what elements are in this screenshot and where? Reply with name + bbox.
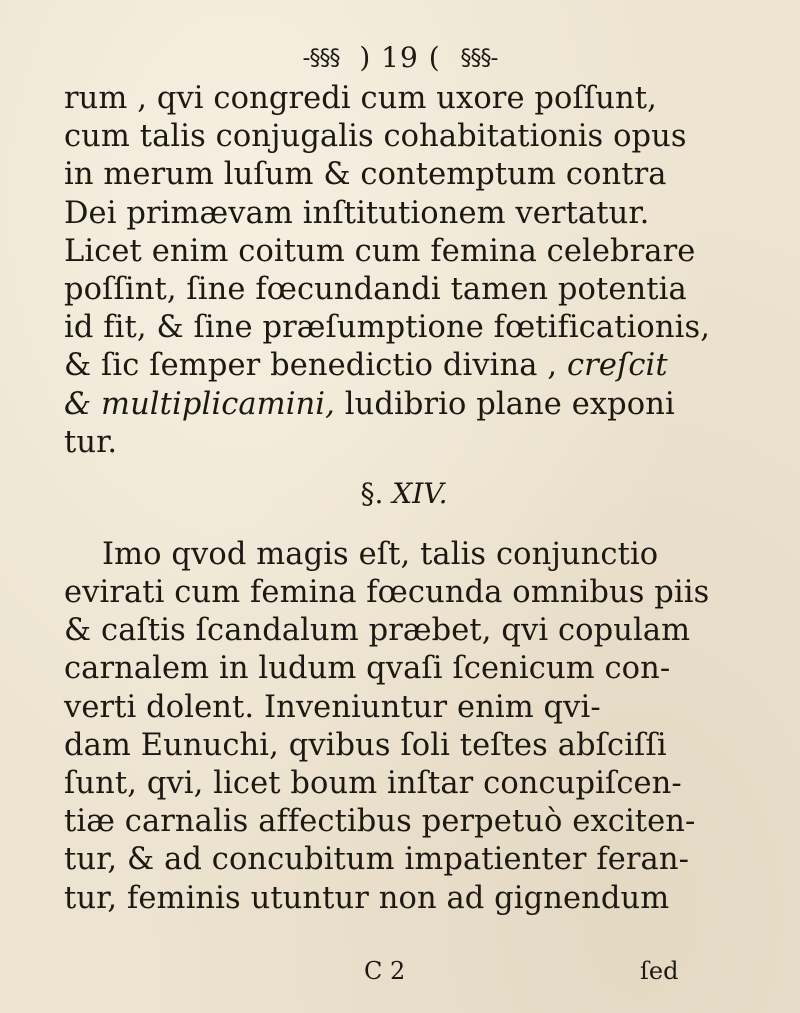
text-line <box>64 347 744 385</box>
right-ornament: §§§- <box>460 46 498 71</box>
catchword: ſed <box>640 957 679 985</box>
text-line: rum , qvi congredi cum uxore poſſunt, <box>64 81 657 116</box>
text-line: poſſint, ſine fœcundandi tamen potentia <box>64 271 687 307</box>
footer <box>0 956 800 986</box>
text-segment: ludibrio plane exponi <box>334 386 675 422</box>
signature-mark: C 2 <box>364 957 406 985</box>
text-line: cum talis conjugalis cohabitationis opus <box>64 119 687 155</box>
text-line: tur, & ad concubitum impatienter feran- <box>64 842 689 878</box>
text-line: Imo qvod magis eſt, talis conjunctio <box>102 536 659 572</box>
text-line: Dei primævam inſtitutionem vertatur. <box>64 195 650 231</box>
body-text <box>64 80 744 918</box>
section-heading <box>64 468 744 520</box>
italic-quote: & multiplicamini, <box>64 386 335 422</box>
text-line: dam Eunuchi, qvibus ſoli teſtes abſciſſi <box>64 727 667 763</box>
text-segment: & ſic ſemper benedictio divina , <box>64 348 558 384</box>
text-line: verti dolent. Inveniuntur enim qvi- <box>64 689 601 725</box>
page-number: ) 19 ( <box>359 41 441 74</box>
text-line: tur, feminis utuntur non ad gignendum <box>64 880 670 916</box>
text-line: in merum luſum & contemptum contra <box>64 157 667 193</box>
text-line: tur. <box>64 424 118 460</box>
running-head <box>0 40 800 77</box>
section-number: XIV. <box>392 476 448 510</box>
text-line: id fit, & ſine præſumptione fœtificationis, <box>64 310 711 346</box>
text-line: ſunt, qvi, licet boum inſtar concupiſcen- <box>64 766 682 801</box>
text-line: carnalem in ludum qvaſi ſcenicum con- <box>64 651 671 687</box>
text-line: Licet enim coitum cum femina celebrare <box>64 233 696 269</box>
text-line: tiæ carnalis affectibus perpetuò exciten- <box>64 804 696 840</box>
section-mark: §. <box>360 476 384 510</box>
text-line: evirati cum femina fœcunda omnibus piis <box>64 575 710 611</box>
text-line <box>64 386 744 424</box>
italic-quote: creſcit <box>566 348 668 384</box>
text-line: & caſtis ſcandalum præbet, qvi copulam <box>64 613 691 649</box>
left-ornament: -§§§ <box>302 46 340 71</box>
